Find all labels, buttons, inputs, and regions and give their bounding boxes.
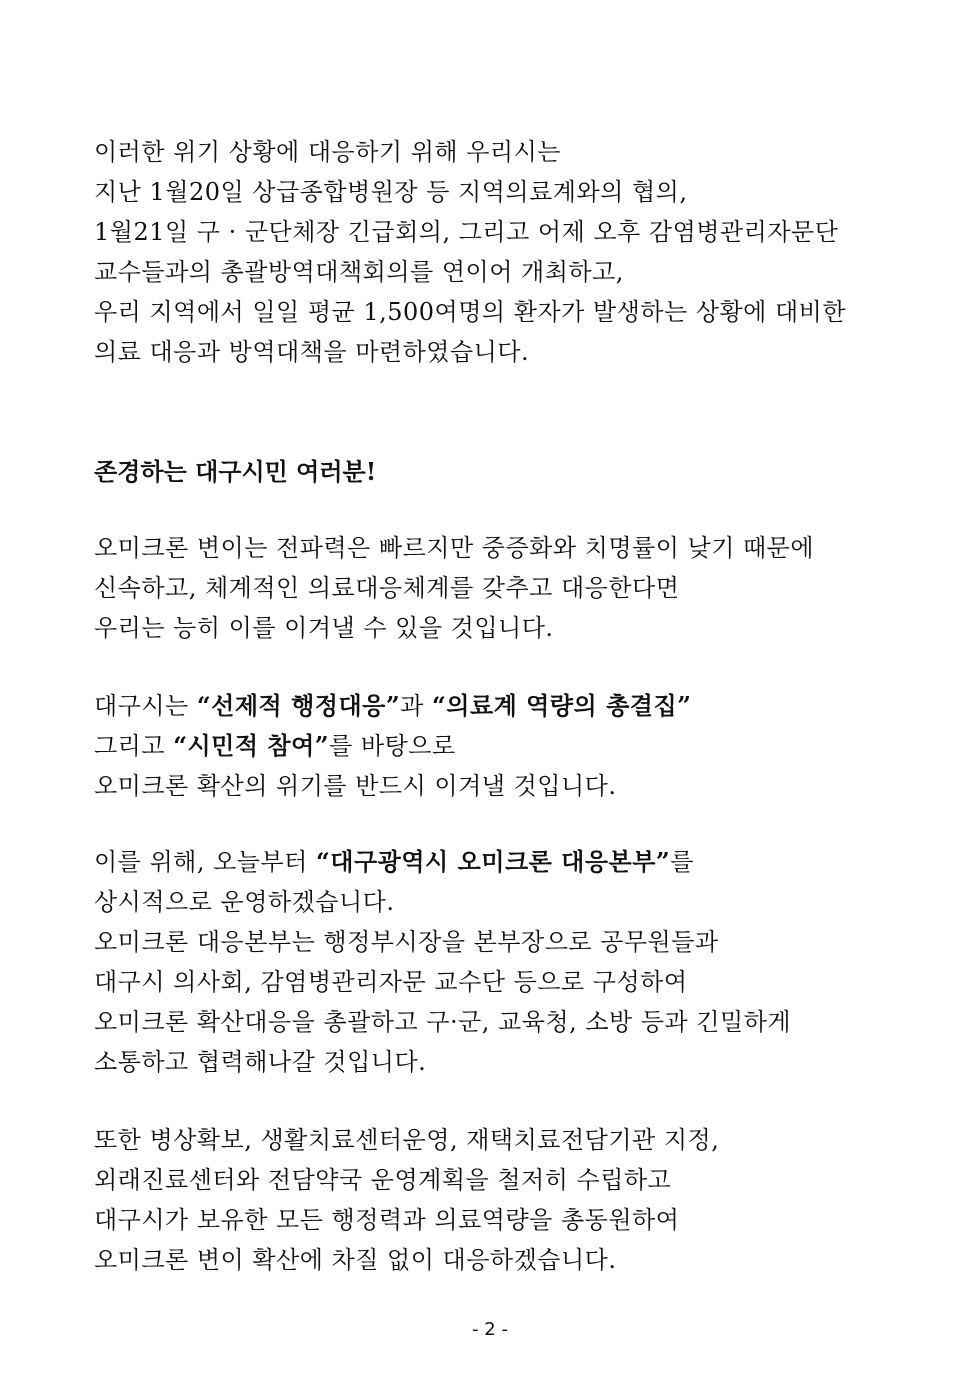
text-line: 대구시 의사회, 감염병관리자문 교수단 등으로 구성하여 <box>94 968 688 996</box>
text-line: 대구시가 보유한 모든 행정력과 의료역량을 총동원하여 <box>94 1206 680 1234</box>
paragraph-daegu-commitment <box>94 686 914 806</box>
text-line: 신속하고, 체계적인 의료대응체계를 갖추고 대응한다면 <box>94 574 680 602</box>
emphasis-text: “시민적 참여” <box>173 731 330 760</box>
text-line: 또한 병상확보, 생활치료센터운영, 재택치료전담기관 지정, <box>94 1126 720 1154</box>
text-line: 오미크론 변이는 전파력은 빠르지만 중증화와 치명률이 낮기 때문에 <box>94 534 815 562</box>
text-line: 1월21일 구 · 군단체장 긴급회의, 그리고 어제 오후 감염병관리자문단 <box>94 218 839 246</box>
text-line: 소통하고 협력해나갈 것입니다. <box>94 1048 427 1076</box>
section-heading: 존경하는 대구시민 여러분! <box>94 457 377 486</box>
paragraph-response-measures <box>94 132 914 372</box>
text-line: 우리 지역에서 일일 평균 1,500여명의 환자가 발생하는 상황에 대비한 <box>94 298 847 326</box>
text-line <box>94 726 914 766</box>
emphasis-text: “선제적 행정대응” <box>196 691 401 720</box>
paragraph-response-headquarters <box>94 842 914 1082</box>
text-line: 상시적으로 운영하겠습니다. <box>94 888 395 916</box>
text-span: 대구시는 <box>94 692 197 720</box>
text-line: 지난 1월20일 상급종합병원장 등 지역의료계와의 협의, <box>94 178 688 206</box>
text-line: 교수들과의 총괄방역대책회의를 연이어 개최하고, <box>94 258 624 286</box>
text-line <box>94 842 914 882</box>
text-line: 오미크론 확산의 위기를 반드시 이겨낼 것입니다. <box>94 772 617 800</box>
text-line: 외래진료센터와 전담약국 운영계획을 철저히 수립하고 <box>94 1166 672 1194</box>
emphasis-text: “대구광역시 오미크론 대응본부” <box>316 847 671 876</box>
text-span: 그리고 <box>94 732 174 760</box>
text-line: 오미크론 확산대응을 총괄하고 구·군, 교육청, 소방 등과 긴밀하게 <box>94 1008 792 1036</box>
text-line: 이러한 위기 상황에 대응하기 위해 우리시는 <box>94 138 561 166</box>
paragraph-omicron-variant <box>94 528 914 648</box>
text-line <box>94 686 914 726</box>
heading-citizens <box>94 452 914 492</box>
text-span: 과 <box>400 692 432 720</box>
text-line: 의료 대응과 방역대책을 마련하였습니다. <box>94 338 530 366</box>
text-span: 를 <box>670 848 694 876</box>
text-span: 를 바탕으로 <box>329 732 456 760</box>
text-span: 이를 위해, 오늘부터 <box>94 848 316 876</box>
emphasis-text: “의료계 역량의 총결집” <box>431 691 692 720</box>
paragraph-medical-capacity <box>94 1120 914 1280</box>
text-line: 오미크론 대응본부는 행정부시장을 본부장으로 공무원들과 <box>94 928 719 956</box>
text-line: 우리는 능히 이를 이겨낼 수 있을 것입니다. <box>94 614 554 642</box>
page-number: - 2 - <box>472 1319 508 1340</box>
text-line: 오미크론 변이 확산에 차질 없이 대응하겠습니다. <box>94 1246 617 1274</box>
